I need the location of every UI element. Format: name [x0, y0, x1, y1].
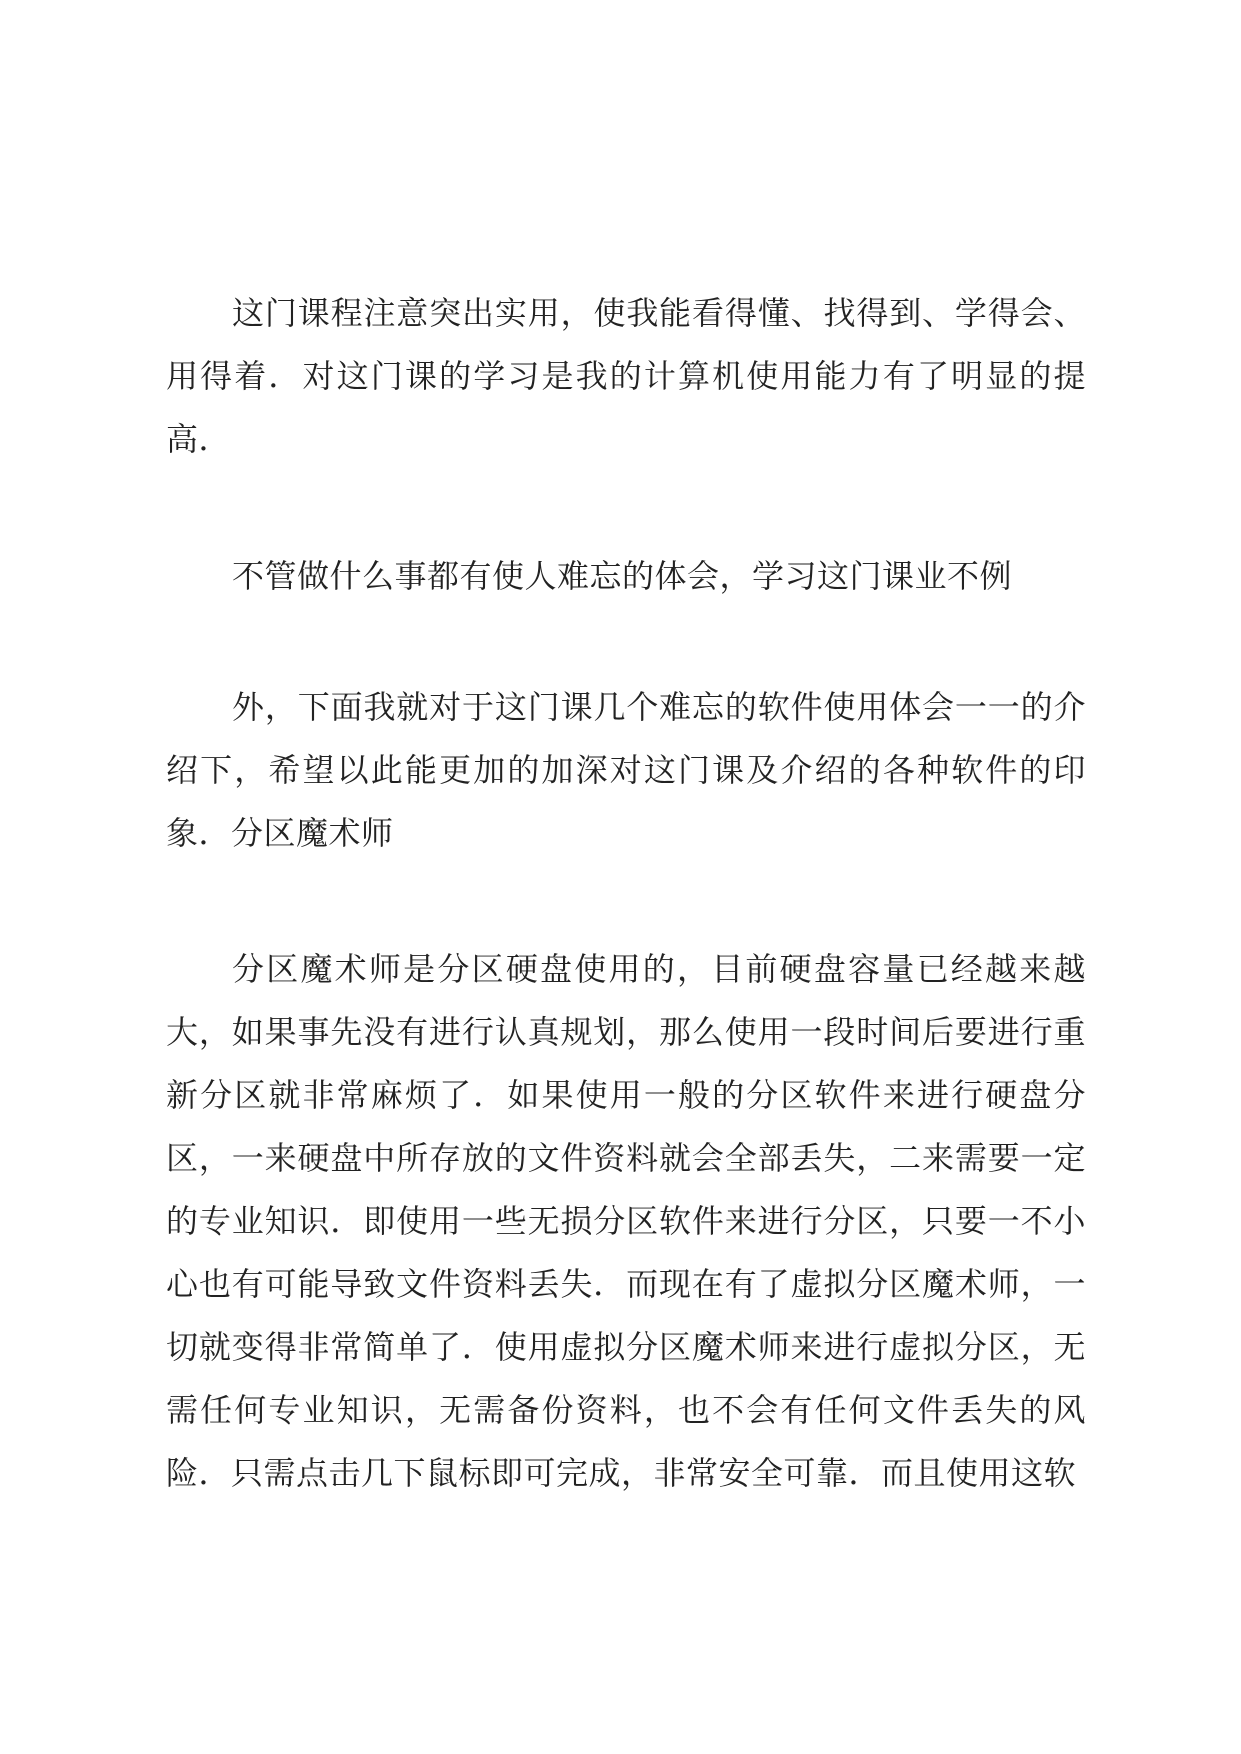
paragraph-course-practicality: 这门课程注意突出实用，使我能看得懂、找得到、学得会、用得着．对这门课的学习是我的计算机使用能力有了明显的提高． — [166, 294, 1086, 458]
paragraph-software-intro: 外，下面我就对于这门课几个难忘的软件使用体会一一的介绍下，希望以此能更加的加深对这门课及介绍的各种软件的印象．分区魔术师 — [166, 688, 1086, 852]
paragraph-partition-magic: 分区魔术师是分区硬盘使用的，目前硬盘容量已经越来越大，如果事先没有进行认真规划，那么使用一段时间后要进行重新分区就非常麻烦了．如果使用一般的分区软件来进行硬盘分区，一来硬盘中所存放的文件资料就会全部丢失，二来需要一定的专业知识．即使用一些无损分区软件来进行分区，只要一不小心也有可能导致文件资料丢失．而现在有了虚拟分区魔术师，一切就变得非常简单了．使用虚拟分区魔术师来进行虚拟分区，无需任何专业知识，无需备份资料，也不会有任何文件丢失的风险．只需点击几下鼠标即可完成，非常安全可靠．而且使用这软 — [166, 950, 1086, 1492]
paragraph-memorable-experience: 不管做什么事都有使人难忘的体会，学习这门课业不例 — [232, 557, 1013, 595]
